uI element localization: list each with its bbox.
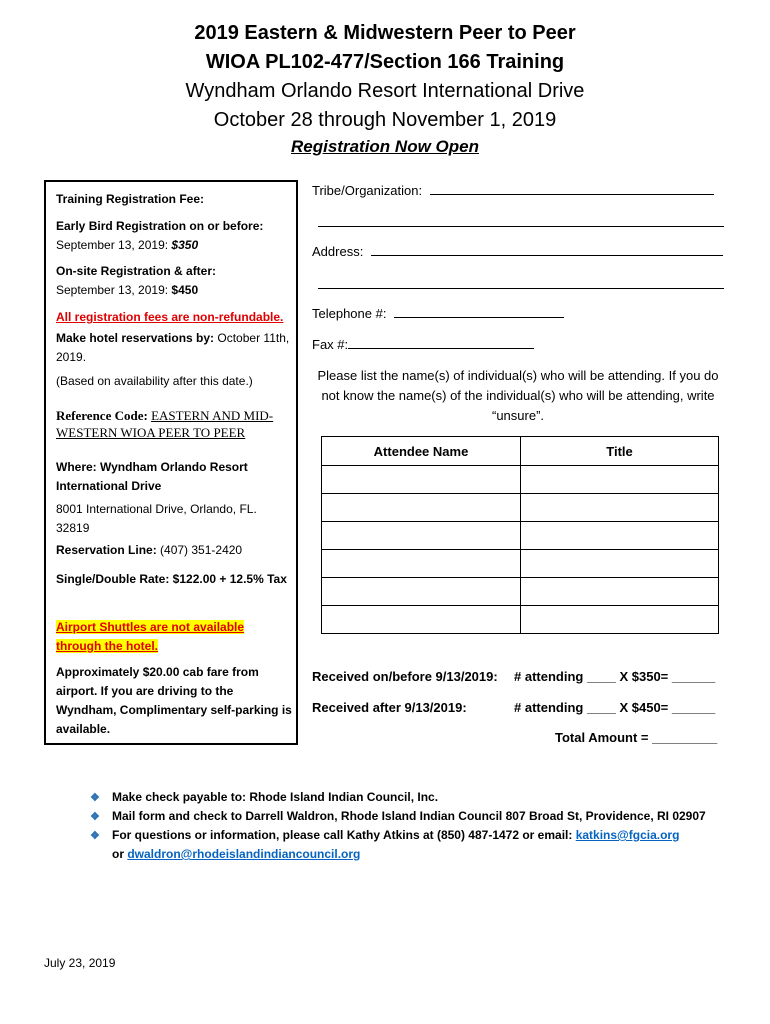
fee-heading: Training Registration Fee:	[56, 192, 205, 206]
diamond-bullet-icon: ❖	[90, 830, 100, 842]
tribe-field[interactable]	[312, 182, 714, 198]
diamond-bullet-icon: ❖	[90, 792, 100, 804]
document-date: July 23, 2019	[44, 956, 116, 970]
hotel-address: 8001 International Drive, Orlando, FL. 32819	[56, 502, 257, 535]
shuttle-notice-text: Airport Shuttles are not available through the hotel.	[56, 620, 245, 653]
title-cell[interactable]	[521, 606, 719, 634]
email-link-katkins[interactable]: katkins@fgcia.org	[575, 828, 680, 842]
early-bird-price: $350	[171, 238, 199, 252]
check-payable-text: Make check payable to: Rhode Island Indian Council, Inc.	[112, 790, 439, 804]
title-cell[interactable]	[521, 522, 719, 550]
onsite-date: September 13, 2019:	[56, 283, 172, 297]
total-amount[interactable]: Total Amount = _________	[555, 730, 718, 745]
tribe-label: Tribe/Organization:	[312, 183, 423, 198]
address-field[interactable]	[312, 243, 723, 259]
email-link-dwaldron[interactable]: dwaldron@rhodeislandindiancouncil.org	[127, 847, 361, 861]
or-text: or	[112, 847, 128, 861]
received-after-label: Received after 9/13/2019:	[312, 700, 467, 715]
reservation-label: Reservation Line:	[56, 543, 161, 557]
telephone-label: Telephone #:	[312, 306, 387, 321]
list-item	[90, 809, 706, 823]
onsite-label: On-site Registration & after:	[56, 264, 217, 278]
room-rate: Single/Double Rate: $122.00 + 12.5% Tax	[56, 572, 287, 586]
hotel-date: October 11th, 2019.	[56, 331, 290, 364]
attendee-name-cell[interactable]	[322, 466, 521, 494]
shuttle-notice	[56, 618, 292, 656]
hotel-deadline	[56, 329, 292, 367]
attendee-name-cell[interactable]	[322, 494, 521, 522]
fax-field[interactable]	[312, 336, 534, 352]
early-bird-label: Early Bird Registration on or before:	[56, 219, 264, 233]
diamond-bullet-icon: ❖	[90, 811, 100, 823]
list-item	[90, 828, 679, 842]
telephone-field[interactable]	[312, 305, 564, 321]
received-before-label: Received on/before 9/13/2019:	[312, 669, 498, 684]
venue-heading: Wyndham Orlando Resort International Drive	[185, 80, 585, 102]
telephone-input-line[interactable]	[394, 305, 564, 318]
onsite-info	[56, 262, 292, 300]
fax-label: Fax #:	[312, 337, 349, 352]
table-row[interactable]	[322, 606, 719, 634]
reference-code	[56, 407, 292, 441]
registration-status: Registration Now Open	[291, 137, 479, 156]
early-bird-info	[56, 217, 292, 255]
list-item	[90, 790, 438, 804]
registration-info-box	[44, 180, 298, 745]
dates-heading: October 28 through November 1, 2019	[213, 109, 557, 131]
attendee-table-header	[322, 437, 719, 466]
attendee-name-cell[interactable]	[322, 522, 521, 550]
attendee-instructions: Please list the name(s) of individual(s) who will be attending. If you do not know the name(s) of the individual(s) who will be attending, write “unsure”.	[317, 368, 719, 423]
reservation-line	[56, 541, 292, 560]
nonrefundable-notice: All registration fees are non-refundable.	[56, 310, 284, 324]
address-label: Address:	[312, 244, 364, 259]
mail-form-text: Mail form and check to Darrell Waldron, Rhode Island Indian Council 807 Broad St, Providence, RI 02907	[112, 809, 706, 823]
address-input-line[interactable]	[371, 243, 723, 256]
title-cell[interactable]	[521, 550, 719, 578]
availability-note: (Based on availability after this date.)	[56, 374, 253, 388]
title-cell[interactable]	[521, 466, 719, 494]
tribe-input-line-2[interactable]	[318, 226, 724, 227]
attendee-name-cell[interactable]	[322, 606, 521, 634]
cab-info: Approximately $20.00 cab fare from airport. If you are driving to the Wyndham, Complimentary self-parking is available.	[56, 665, 292, 736]
reservation-phone: (407) 351-2420	[160, 543, 243, 557]
onsite-price: $450	[171, 283, 199, 297]
document-subtitle: WIOA PL102-477/Section 166 Training	[205, 51, 565, 73]
attendee-name-header: Attendee Name	[322, 437, 521, 466]
hotel-location: Where: Wyndham Orlando Resort International Drive	[56, 460, 248, 493]
attendee-name-cell[interactable]	[322, 550, 521, 578]
early-bird-date: September 13, 2019:	[56, 238, 172, 252]
received-after-calc[interactable]: # attending ____ X $450= ______	[514, 700, 716, 715]
reference-value: EASTERN AND MID-WESTERN WIOA PEER TO PEER	[56, 408, 274, 440]
tribe-input-line[interactable]	[430, 182, 714, 195]
fax-input-line[interactable]	[348, 336, 534, 349]
title-cell[interactable]	[521, 494, 719, 522]
table-row[interactable]	[322, 494, 719, 522]
attendee-table	[321, 436, 719, 634]
title-cell[interactable]	[521, 578, 719, 606]
address-input-line-2[interactable]	[318, 288, 724, 289]
document-title: 2019 Eastern & Midwestern Peer to Peer	[194, 22, 576, 44]
table-row[interactable]	[322, 522, 719, 550]
table-row[interactable]	[322, 466, 719, 494]
title-header: Title	[521, 437, 719, 466]
hotel-label: Make hotel reservations by:	[56, 331, 218, 345]
reference-label: Reference Code:	[56, 408, 152, 423]
attendee-name-cell[interactable]	[322, 578, 521, 606]
contact-text: For questions or information, please call Kathy Atkins at (850) 487-1472 or email:	[112, 828, 576, 842]
list-item-continued	[112, 847, 360, 861]
table-row[interactable]	[322, 578, 719, 606]
table-row[interactable]	[322, 550, 719, 578]
received-before-calc[interactable]: # attending ____ X $350= ______	[514, 669, 716, 684]
